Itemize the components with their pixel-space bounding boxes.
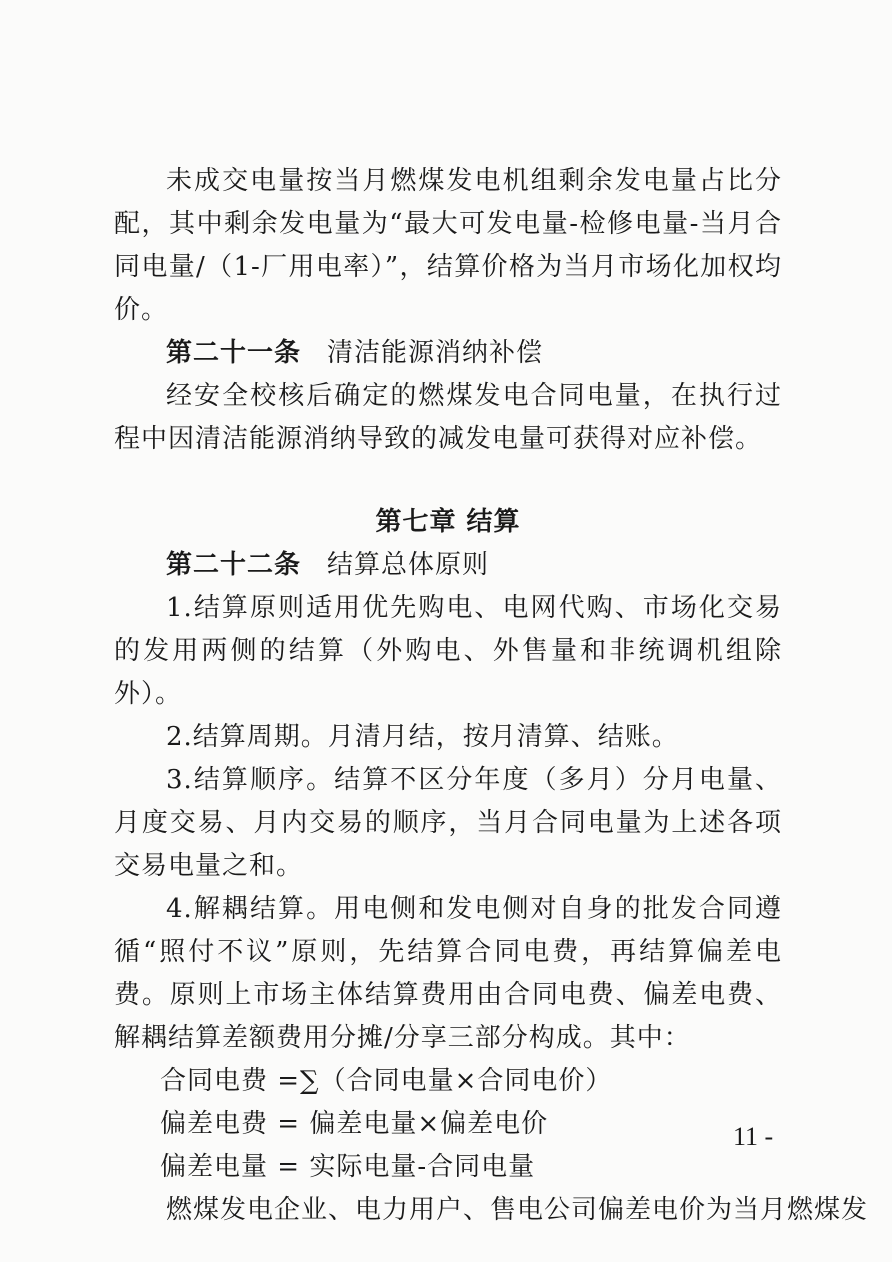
formula-deviation-quantity: 偏差电量 = 实际电量-合同电量 [160,1152,536,1182]
article-22-item-2: 2.结算周期。月清月结，按月清算、结账。 [166,722,679,752]
article-21-title: 第二十一条 [166,338,302,368]
article-21-heading [114,332,782,375]
article-21-subject: 清洁能源消纳补偿 [327,338,544,368]
page-content [114,160,869,1232]
page-number: 11 - [733,1122,774,1151]
article-22-heading [114,544,782,587]
article-21-body: 经安全校核后确定的燃煤发电合同电量，在执行过程中因清洁能源消纳导致的减发电量可获得对应补偿。 [114,381,782,454]
formula-deviation-fee: 偏差电费 = 偏差电量×偏差电价 [160,1109,549,1139]
article-22-item-3: 3.结算顺序。结算不区分年度（多月）分月电量、月度交易、月内交易的顺序，当月合同电量为上述各项交易电量之和。 [114,765,782,881]
chapter-title: 第七章 结算 [375,507,521,537]
article-22-item-4: 4.解耦结算。用电侧和发电侧对自身的批发合同遵循“照付不议”原则，先结算合同电费，再结算偏差电费。原则上市场主体结算费用由合同电费、偏差电费、解耦结算差额费用分摊/分享三部分构成。其中： [114,894,782,1053]
formula-contract-fee: 合同电费 =∑（合同电量×合同电价） [160,1066,613,1096]
paragraph-unsold-electricity: 未成交电量按当月燃煤发电机组剩余发电量占比分配，其中剩余发电量为“最大可发电量-检修电量-当月合同电量/（1-厂用电率）”，结算价格为当月市场化加权均价。 [114,166,782,325]
article-22-title: 第二十二条 [166,550,302,580]
paragraph-deviation-price: 燃煤发电企业、电力用户、售电公司偏差电价为当月燃煤发 [166,1195,869,1225]
article-22-item-1: 1.结算原则适用优先购电、电网代购、市场化交易的发用两侧的结算（外购电、外售量和非统调机组除外）。 [114,593,782,709]
article-22-subject: 结算总体原则 [327,550,490,580]
